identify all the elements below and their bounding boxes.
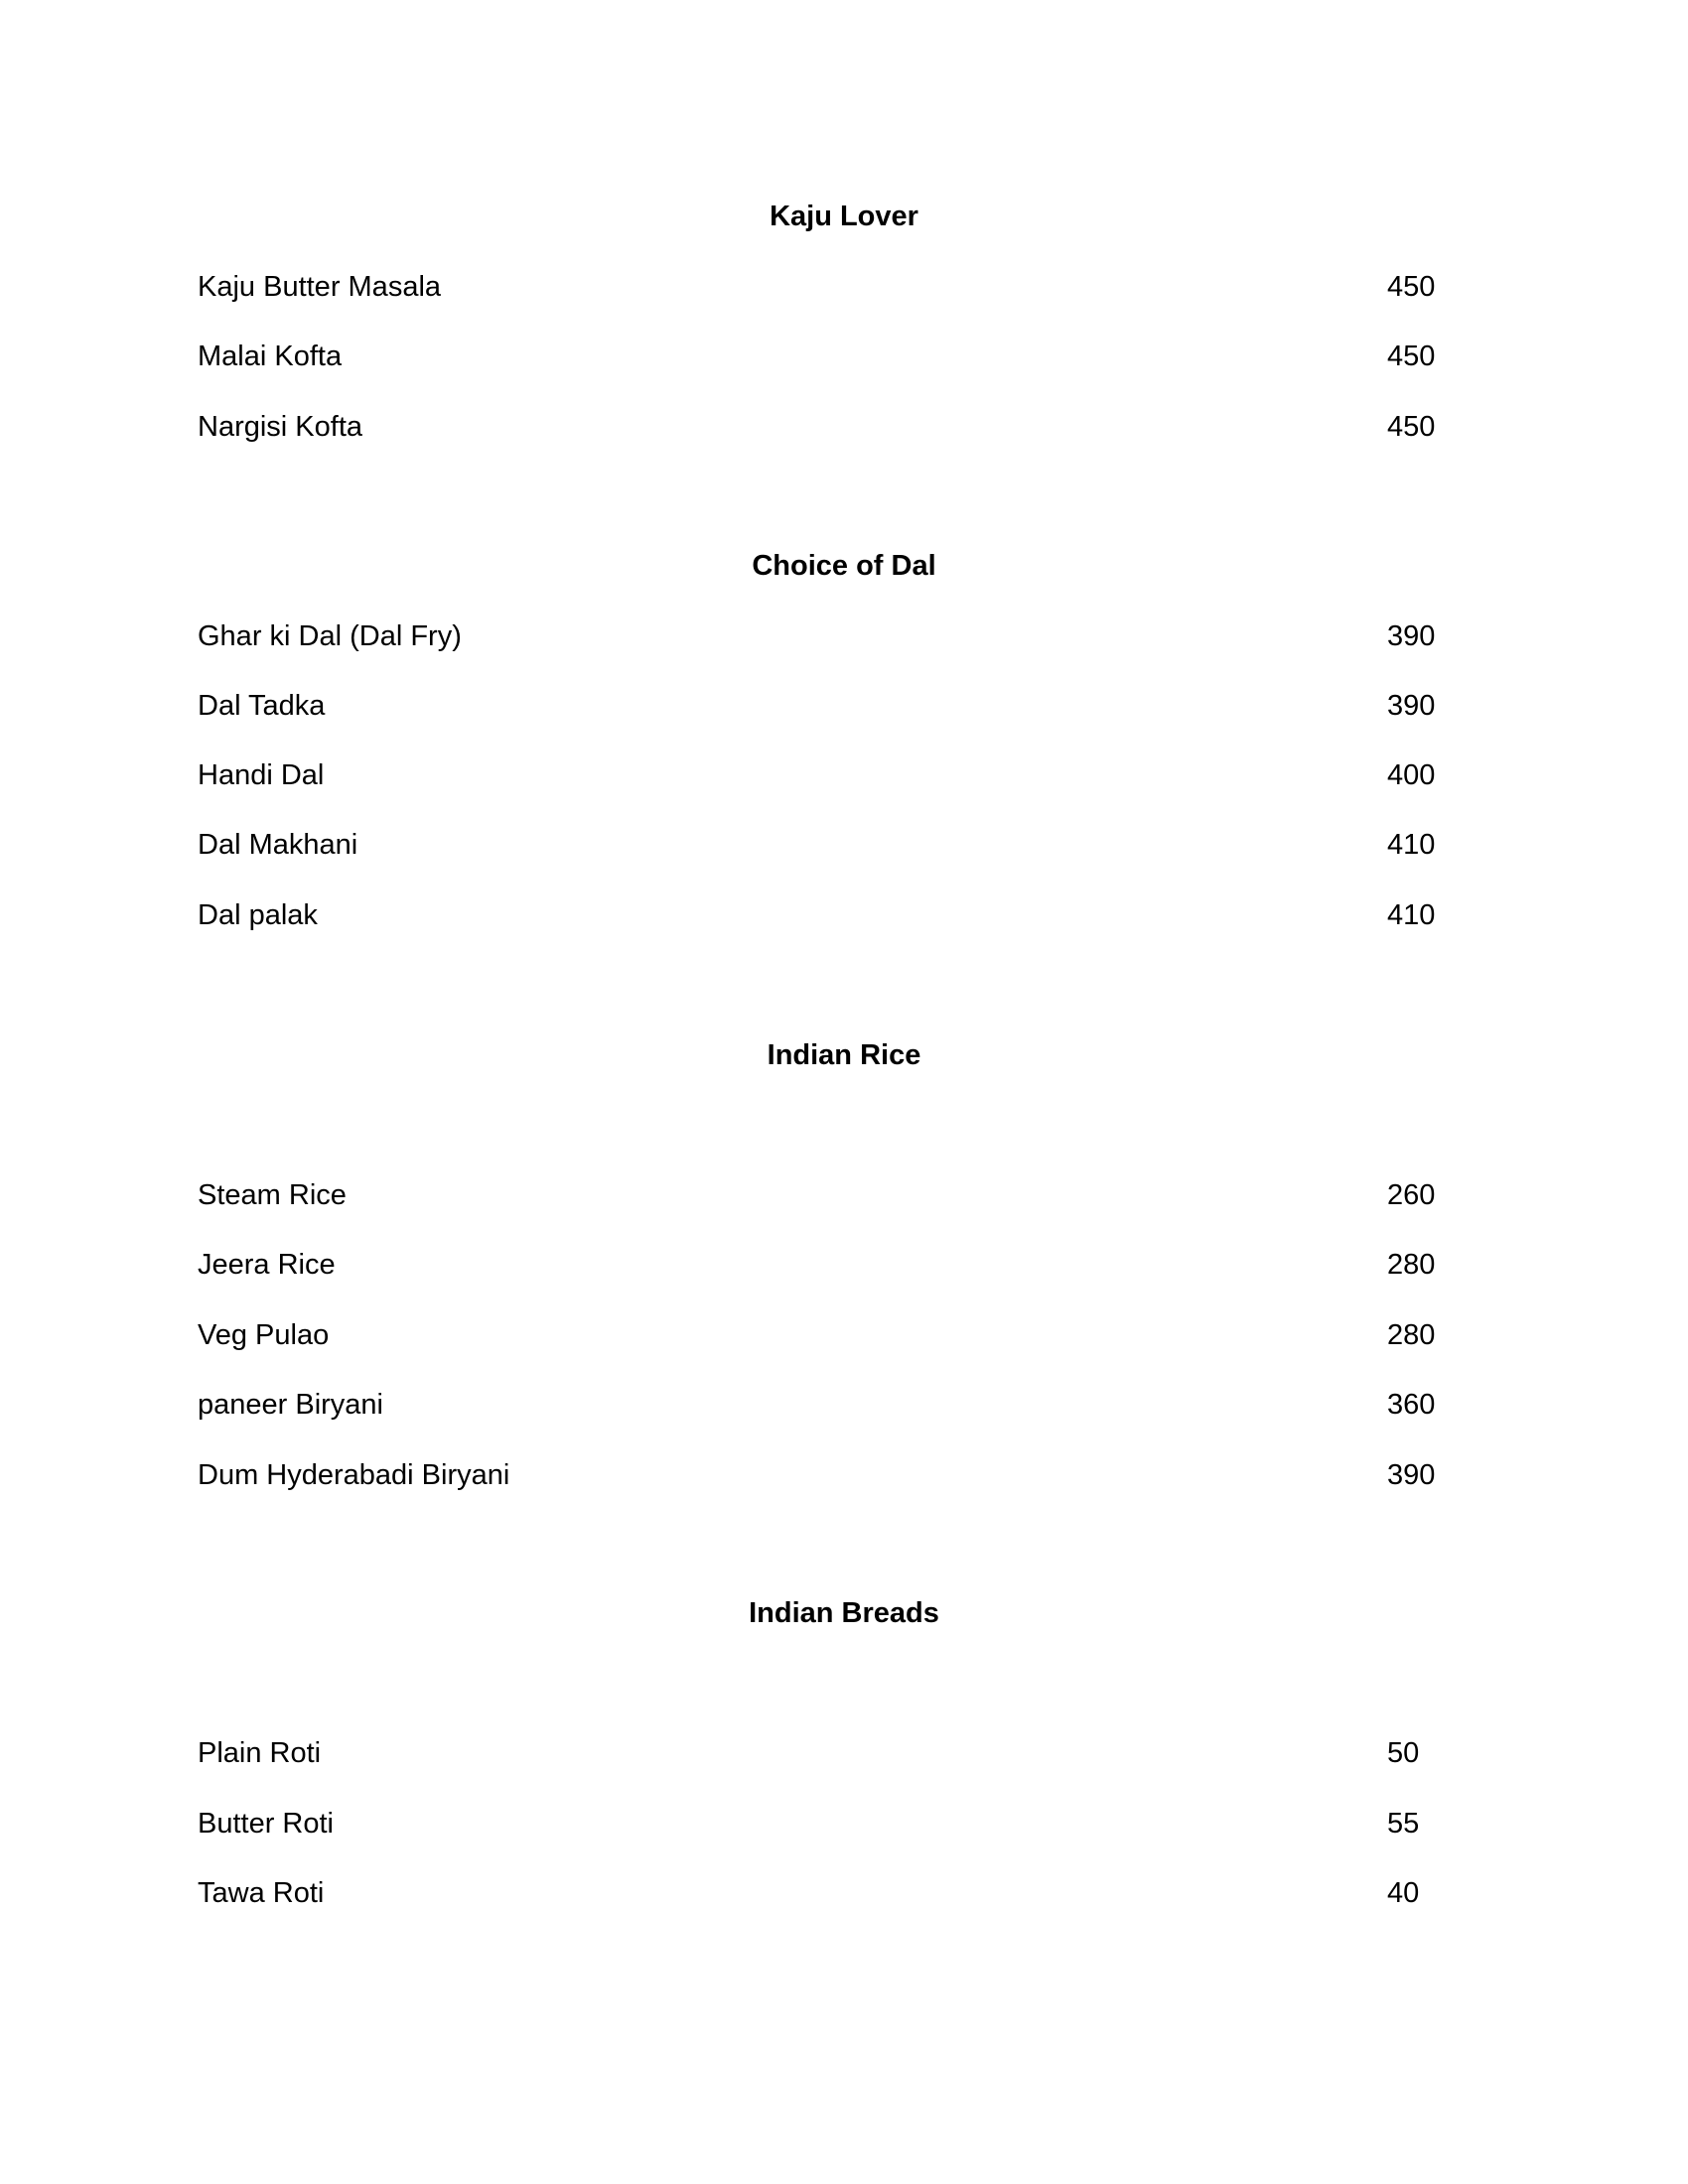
menu-item-name: Steam Rice (198, 1179, 347, 1211)
menu-item-price: 450 (1387, 271, 1436, 303)
menu-item-name: Dal Makhani (198, 829, 358, 861)
section-heading-choice-of-dal: Choice of Dal (752, 550, 936, 582)
menu-item-name: Malai Kofta (198, 341, 343, 372)
menu-item-price: 410 (1387, 829, 1436, 861)
menu-item-price: 450 (1387, 411, 1436, 443)
menu-item-name: Kaju Butter Masala (198, 271, 442, 303)
menu-item-price: 50 (1387, 1737, 1420, 1769)
menu-item-price: 390 (1387, 1459, 1436, 1491)
menu-item-name: Ghar ki Dal (Dal Fry) (198, 620, 462, 652)
menu-item-price: 450 (1387, 341, 1436, 372)
menu-item-price: 390 (1387, 620, 1436, 652)
section-heading-kaju-lover: Kaju Lover (770, 201, 918, 232)
menu-item-name: paneer Biryani (198, 1389, 383, 1421)
menu-item-name: Butter Roti (198, 1808, 334, 1840)
menu-item-name: Plain Roti (198, 1737, 322, 1769)
menu-item-price: 410 (1387, 899, 1436, 931)
menu-item-name: Dal Tadka (198, 690, 326, 722)
menu-item-price: 390 (1387, 690, 1436, 722)
menu-item-name: Nargisi Kofta (198, 411, 363, 443)
menu-item-price: 280 (1387, 1249, 1436, 1281)
menu-item-price: 280 (1387, 1319, 1436, 1351)
menu-item-name: Dum Hyderabadi Biryani (198, 1459, 510, 1491)
menu-item-price: 260 (1387, 1179, 1436, 1211)
section-heading-indian-rice: Indian Rice (767, 1039, 921, 1071)
menu-item-name: Veg Pulao (198, 1319, 330, 1351)
menu-item-name: Dal palak (198, 899, 318, 931)
menu-item-price: 55 (1387, 1808, 1420, 1840)
menu-item-price: 360 (1387, 1389, 1436, 1421)
menu-item-name: Handi Dal (198, 759, 325, 791)
menu-item-price: 40 (1387, 1877, 1420, 1909)
menu-item-price: 400 (1387, 759, 1436, 791)
menu-item-name: Tawa Roti (198, 1877, 325, 1909)
section-heading-indian-breads: Indian Breads (749, 1597, 939, 1629)
menu-item-name: Jeera Rice (198, 1249, 336, 1281)
